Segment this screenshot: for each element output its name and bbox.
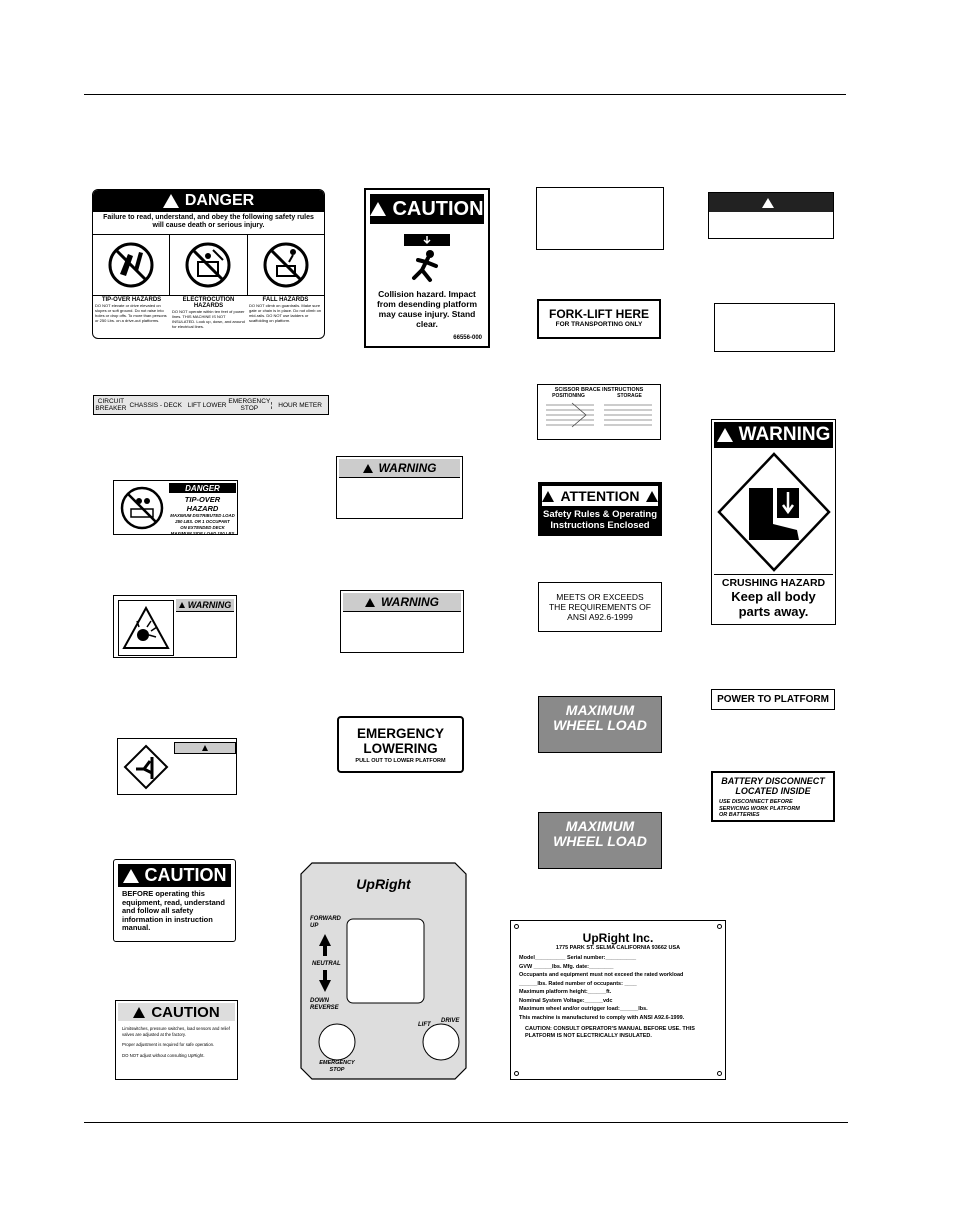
scissor-storage: STORAGE xyxy=(617,393,642,399)
plate-line-5: Maximum platform height:______ft. xyxy=(519,989,612,995)
panel-neutral: NEUTRAL xyxy=(312,961,341,967)
caution-collision-part: 66556-000 xyxy=(453,335,482,341)
tipover-line-2: 250 LBS. OR 1 OCCUPANT xyxy=(175,519,230,524)
battery-line-2: LOCATED INSIDE xyxy=(735,786,811,796)
caution-before-line-4: information in instruction xyxy=(122,914,213,924)
wheel-load-decal-2 xyxy=(538,812,662,869)
plate-caution: CAUTION: CONSULT OPERATOR'S MANUAL BEFORE USE. THIS PLATFORM IS NOT ELECTRICALLY INSULATED. xyxy=(525,1026,695,1039)
blank-decal-2 xyxy=(714,303,835,352)
danger-tipover-head: TIP-OVER HAZARD xyxy=(184,495,221,513)
crush-line-1: CRUSHING HAZARD xyxy=(721,577,826,589)
wheel-load-2-line-2: WHEEL LOAD xyxy=(553,833,647,849)
warning-decal-1 xyxy=(336,456,463,519)
strip-lift-lower: LIFT LOWER xyxy=(187,401,227,409)
tipover-line-3: ON EXTENDED DECK xyxy=(180,525,225,530)
warning-explosion-decal xyxy=(113,595,237,658)
panel-drive: DRIVE xyxy=(441,1018,460,1024)
caution-before-line-1: BEFORE operating this xyxy=(122,889,205,898)
battery-line-5: OR BATTERIES xyxy=(719,812,760,818)
panel-lift: LIFT xyxy=(418,1022,431,1028)
ansi-line-1: MEETS OR EXCEEDS xyxy=(556,592,644,602)
scissor-brace-decal xyxy=(537,384,661,440)
emergency-lowering-line-1: EMERGENCY xyxy=(356,726,444,741)
caution-switches-line-2: Proper adjustment is required for safe operation. xyxy=(122,1042,215,1047)
danger-col-electrocution: ELECTROCUTION HAZARDS DO NOT operate within ten feet of power lines. THIS MACHINE IS NOT INSULATED. Look up, down, and around for electrical lines. xyxy=(172,297,245,329)
warning-2-title: WARNING xyxy=(381,595,439,609)
plate-line-8: This machine is manufactured to comply with ANSI A92.6-1999. xyxy=(519,1014,685,1021)
strip-hour-meter: HOUR METER xyxy=(271,402,328,409)
danger-col-tipover: TIP-OVER HAZARDS DO NOT elevate or drive elevated on slopes or soft ground. Do not raise into holes or drop offs. To more than persons or 250 Lbs. on a drive-out platforms. xyxy=(95,297,167,323)
battery-disconnect-decal xyxy=(711,771,835,822)
warning-triangle-icon xyxy=(179,602,185,608)
battery-line-1: BATTERY DISCONNECT xyxy=(721,776,825,786)
warning-1-title: WARNING xyxy=(378,461,437,475)
caution-collision-decal xyxy=(364,188,490,348)
power-to-platform-text: POWER TO PLATFORM xyxy=(717,694,829,705)
panel-stop: STOP xyxy=(329,1066,345,1073)
warning-triangle-icon xyxy=(762,198,774,208)
wheel-load-2-line-1: MAXIMUM xyxy=(565,818,635,834)
warning-decal-2 xyxy=(340,590,464,653)
plate-address: 1775 PARK ST. SELMA CALIFORNIA 93662 USA xyxy=(555,945,681,951)
ansi-line-3: ANSI A92.6-1999 xyxy=(567,612,633,622)
tipover-line-1: MAXIMUM DISTRIBUTED LOAD xyxy=(170,513,235,518)
danger-safety-rules-decal xyxy=(92,189,325,339)
rivet-icon xyxy=(514,1071,519,1076)
strip-chassis-deck: CHASSIS - DECK xyxy=(129,401,182,409)
crush-line-2: Keep all body xyxy=(731,589,816,604)
attention-line-2: Instructions Enclosed xyxy=(550,520,650,531)
upright-control-panel xyxy=(300,862,467,1080)
scissor-diagram-icon xyxy=(542,401,656,435)
scissor-positioning: POSITIONING xyxy=(552,393,585,399)
explosion-hazard-icon xyxy=(118,600,174,656)
danger-col-fall: FALL HAZARDS DO NOT climb on guardrails. Make sure gate or chain is in place. Do not climb on mid-rails. DO NOT use ladders or scaffolding on platform. xyxy=(249,297,322,323)
danger-title: DANGER xyxy=(184,192,255,209)
rivet-icon xyxy=(514,924,519,929)
warning-explosion-title: WARNING xyxy=(187,600,232,610)
caution-switches-line-1: Limitswitches, pressure switches, load sensors and relief valves are adjusted at the factory. xyxy=(122,1026,230,1037)
danger-tipover-title: DANGER xyxy=(185,483,220,493)
lift-drive-button[interactable] xyxy=(423,1024,459,1060)
control-strip-decal xyxy=(93,395,329,415)
crush-line-3: parts away. xyxy=(738,604,809,619)
forklift-title: FORK-LIFT HERE xyxy=(549,307,649,321)
caution-before-operating-decal xyxy=(113,859,236,942)
strip-emergency-stop: EMERGENCY STOP xyxy=(228,398,271,412)
collision-hazard-icon xyxy=(366,232,488,287)
wheel-load-1-line-1: MAXIMUM xyxy=(565,702,635,718)
battery-line-4: SERVICING WORK PLATFORM xyxy=(719,805,800,812)
ansi-compliance-decal xyxy=(538,582,662,632)
upright-serial-plate xyxy=(510,920,726,1080)
warning-triangle-icon xyxy=(202,745,208,751)
caution-triangle-icon xyxy=(133,1007,145,1018)
caution-switches-decal xyxy=(115,1000,238,1080)
no-tipover-icon xyxy=(93,235,170,295)
rivet-icon xyxy=(717,924,722,929)
caution-before-title: CAUTION xyxy=(144,865,227,885)
battery-line-3: USE DISCONNECT BEFORE xyxy=(719,799,793,805)
panel-brand: UpRight xyxy=(356,876,411,892)
bottom-rule xyxy=(84,1122,848,1123)
tipover-line-4: MAXIMUM SIDE LOAD 100 LBS xyxy=(170,531,235,535)
small-warning-blank-decal xyxy=(708,192,834,239)
panel-forward: FORWARD xyxy=(310,916,341,922)
attention-line-1: Safety Rules & Operating xyxy=(542,509,658,520)
panel-reverse: REVERSE xyxy=(310,1005,339,1011)
wheel-load-decal-1 xyxy=(538,696,662,753)
caution-switches-line-3: DO NOT adjust without consulting UpRight. xyxy=(122,1052,205,1058)
power-to-platform-decal xyxy=(711,689,835,710)
no-fall-icon xyxy=(248,235,324,295)
no-overload-icon xyxy=(117,484,167,532)
plate-brand: UpRight Inc. xyxy=(582,931,654,945)
caution-collision-text: Collision hazard. Impact from desending platform may cause injury. Stand clear. xyxy=(376,289,478,329)
scissor-title: SCISSOR BRACE INSTRUCTIONS xyxy=(554,387,644,393)
plate-line-3: Occupants and equipment must not exceed the rated workload xyxy=(519,972,684,978)
no-electrocution-icon xyxy=(170,235,247,295)
caution-before-line-2: equipment, read, understand xyxy=(122,897,225,907)
plate-line-7: Maximum wheel and/or outrigger load:______lbs. xyxy=(519,1006,648,1012)
ansi-line-2: THE REQUIREMENTS OF xyxy=(548,602,651,612)
emergency-lowering-line-2: LOWERING xyxy=(363,741,438,756)
forklift-decal xyxy=(537,299,661,339)
forklift-sub: FOR TRANSPORTING ONLY xyxy=(555,321,643,328)
blank-decal-1 xyxy=(536,187,664,250)
wheel-load-1-line-2: WHEEL LOAD xyxy=(553,717,647,733)
rivet-icon xyxy=(717,1071,722,1076)
caution-collision-title: CAUTION xyxy=(392,197,484,220)
plate-line-2: GVW ______lbs. Mfg. date:________ xyxy=(519,963,614,970)
strip-circuit-breaker: CIRCUIT BREAKER xyxy=(95,398,127,412)
panel-up: UP xyxy=(310,923,319,929)
attention-left-triangle-icon xyxy=(542,491,554,502)
plate-line-4: ______lbs. Rated number of occupants: ____ xyxy=(519,980,637,987)
danger-subtitle: Failure to read, understand, and obey the following safety rules will cause death or serious injury. xyxy=(103,214,314,229)
warning-crush-decal xyxy=(711,419,836,625)
plate-line-6: Nominal System Voltage:______vdc xyxy=(519,997,613,1004)
plate-line-1: Model__________ Serial number:__________ xyxy=(519,955,637,961)
emergency-lowering-decal xyxy=(337,716,464,773)
hand-hazard-decal xyxy=(117,738,237,795)
warning-triangle-icon xyxy=(363,464,373,473)
hand-pinch-icon xyxy=(122,743,170,791)
panel-down: DOWN xyxy=(310,998,329,1004)
attention-right-triangle-icon xyxy=(646,491,658,502)
attention-decal xyxy=(538,482,662,536)
warning-crush-title: WARNING xyxy=(738,424,831,445)
caution-triangle-icon xyxy=(123,869,139,883)
caution-switches-title: CAUTION xyxy=(151,1003,220,1021)
caution-before-line-5: manual. xyxy=(122,923,151,932)
caution-before-line-3: and follow all safety xyxy=(122,906,194,915)
top-rule xyxy=(84,94,846,95)
warning-triangle-icon xyxy=(365,598,375,607)
attention-title: ATTENTION xyxy=(560,488,640,504)
warning-triangle-icon xyxy=(717,428,733,442)
panel-emergency: EMERGENCY xyxy=(319,1060,355,1066)
danger-tipover-decal xyxy=(113,480,238,535)
crushing-foot-icon xyxy=(712,450,835,574)
emergency-lowering-sub: PULL OUT TO LOWER PLATFORM xyxy=(355,758,446,764)
emergency-stop-button[interactable] xyxy=(319,1024,355,1060)
